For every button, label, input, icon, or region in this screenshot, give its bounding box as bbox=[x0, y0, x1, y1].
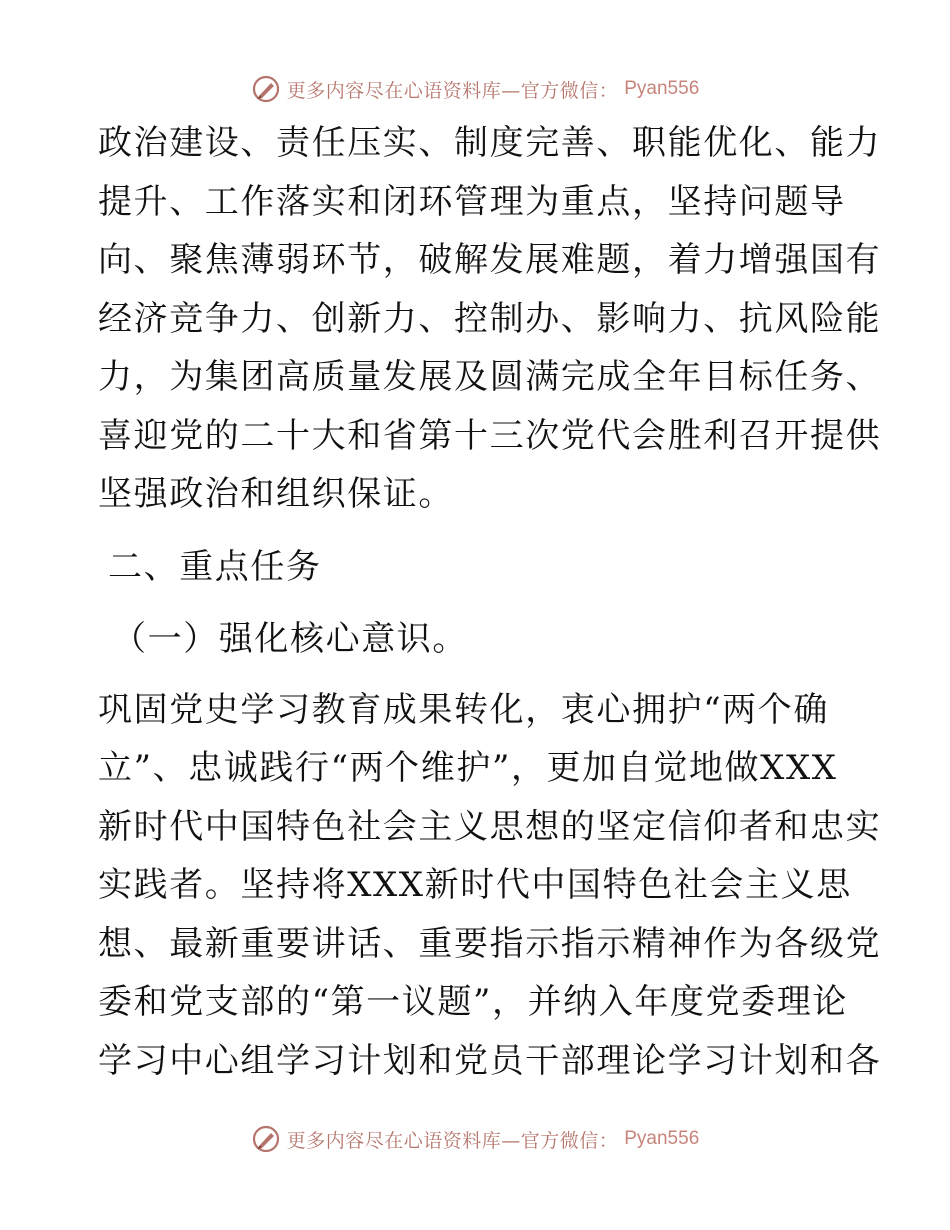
para2-line: 新时代中国特色社会主义思想的坚定信仰者和忠实 bbox=[98, 806, 882, 847]
footer-watermark bbox=[0, 1122, 950, 1156]
watermark-account: Pyan556 bbox=[624, 1128, 700, 1149]
para2-line: 巩固党史学习教育成果转化，衷心拥护“两个确 bbox=[98, 689, 829, 730]
watermark-text: 更多内容尽在心语资料库—官方微信： bbox=[286, 1129, 619, 1152]
para2-line: 委和党支部的“第一议题”，并纳入年度党委理论 bbox=[98, 982, 848, 1022]
para1-line: 坚强政治和组织保证。 bbox=[98, 474, 454, 514]
para2-line: 立”、忠诚践行“两个维护”，更加自觉地做XXX bbox=[98, 748, 838, 788]
watermark-text: 更多内容尽在心语资料库—官方微信： bbox=[286, 79, 619, 102]
para1-line: 喜迎党的二十大和省第十三次党代会胜利召开提供 bbox=[98, 415, 882, 456]
header-watermark bbox=[0, 72, 950, 106]
brush-pen-logo-icon bbox=[251, 74, 281, 104]
para1-line: 力，为集团高质量发展及圆满完成全年目标任务、 bbox=[98, 357, 882, 397]
para2-line: 想、最新重要讲话、重要指示指示精神作为各级党 bbox=[98, 923, 882, 964]
document-body bbox=[98, 114, 882, 1090]
brush-pen-logo-icon bbox=[251, 1124, 281, 1154]
para1-line: 经济竞争力、创新力、控制办、影响力、抗风险能 bbox=[98, 298, 882, 339]
para1-line: 向、聚焦薄弱环节，破解发展难题，着力增强国有 bbox=[98, 240, 882, 280]
watermark-account: Pyan556 bbox=[624, 78, 700, 99]
para2-line: 学习中心组学习计划和党员干部理论学习计划和各 bbox=[98, 1040, 882, 1081]
subsection-heading: （一）强化核心意识。 bbox=[112, 619, 468, 659]
para2-line: 实践者。坚持将XXX新时代中国特色社会主义思 bbox=[98, 865, 852, 905]
section-heading: 二、重点任务 bbox=[108, 546, 322, 587]
para1-line: 提升、工作落实和闭环管理为重点，坚持问题导 bbox=[98, 181, 846, 222]
para1-line: 政治建设、责任压实、制度完善、职能优化、能力 bbox=[98, 123, 882, 163]
